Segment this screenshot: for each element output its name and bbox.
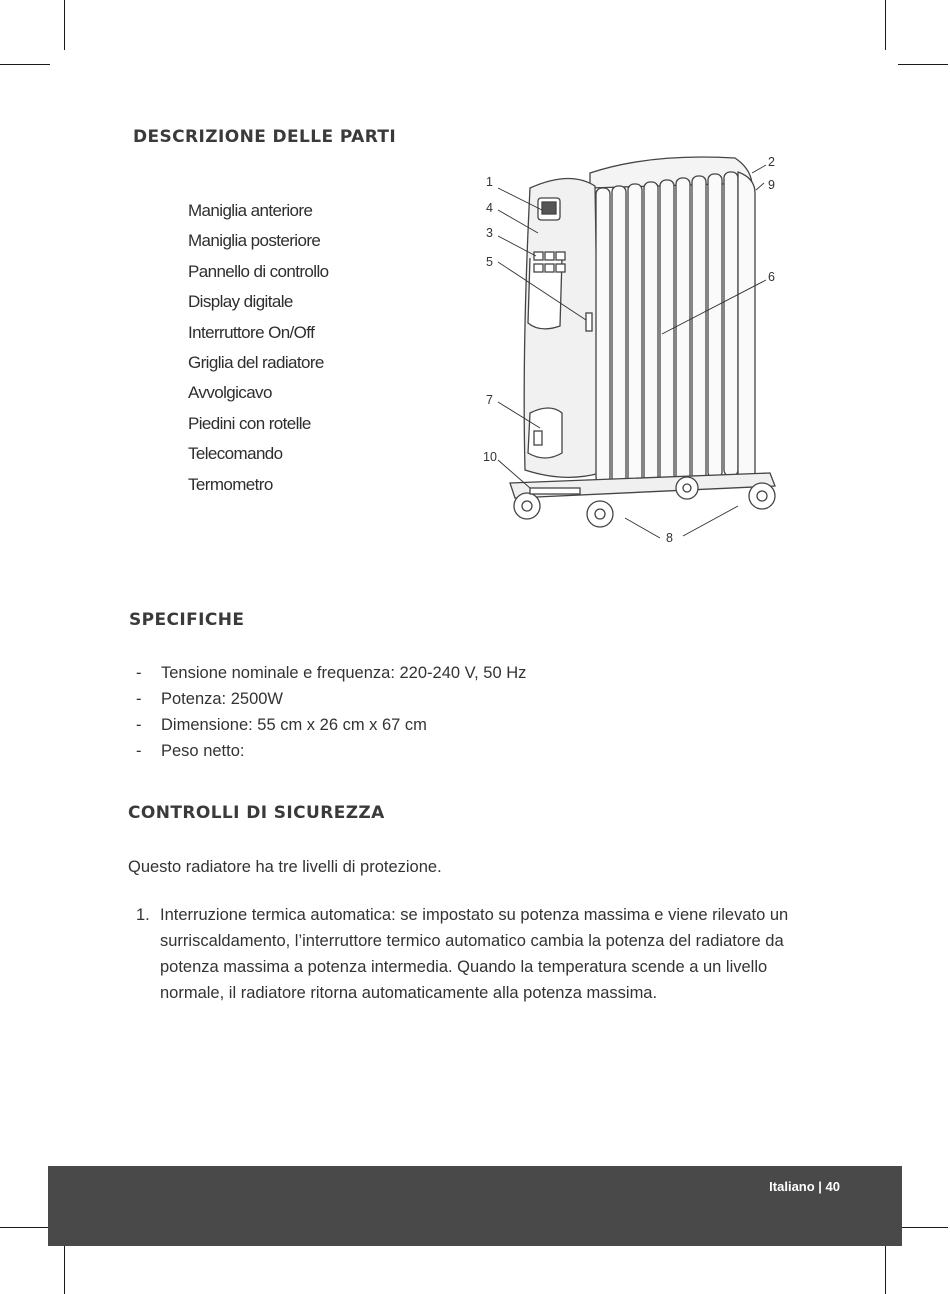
- safety-heading: CONTROLLI DI SICUREZZA: [128, 803, 385, 823]
- crop-mark: [898, 1227, 948, 1228]
- radiator-illustration: [510, 157, 775, 527]
- part-item: Pannello di controllo: [188, 261, 329, 281]
- diagram-label: 6: [768, 270, 775, 284]
- spec-item: - Tensione nominale e frequenza: 220-240 V, 50 Hz: [136, 664, 527, 682]
- diagram-label: 4: [486, 201, 493, 215]
- parts-list: [188, 199, 329, 503]
- safety-intro: Questo radiatore ha tre livelli di protezione.: [128, 858, 442, 876]
- specs-list: [136, 660, 526, 764]
- crop-mark: [0, 64, 50, 65]
- diagram-label: 3: [486, 226, 493, 240]
- crop-mark: [64, 0, 65, 50]
- safety-item: [136, 902, 826, 1006]
- page-number: Italiano | 40: [769, 1179, 840, 1194]
- part-item: Maniglia posteriore: [188, 231, 321, 251]
- radiator-diagram: [470, 148, 790, 558]
- part-item: Maniglia anteriore: [188, 201, 313, 220]
- safety-item-number: 1.: [136, 906, 150, 924]
- parts-heading: DESCRIZIONE DELLE PARTI: [133, 127, 397, 147]
- page-footer: [48, 1166, 902, 1246]
- diagram-label: 9: [768, 178, 775, 192]
- spec-item: - Peso netto:: [136, 742, 245, 760]
- part-item: Interruttore On/Off: [188, 322, 315, 342]
- diagram-label: 10: [483, 450, 497, 464]
- diagram-label: 2: [768, 155, 775, 169]
- crop-mark: [898, 64, 948, 65]
- spec-item: - Potenza: 2500W: [136, 690, 283, 708]
- spec-text: Dimensione: 55 cm x 26 cm x 67 cm: [161, 716, 427, 734]
- part-item: Termometro: [188, 474, 273, 494]
- crop-mark: [885, 0, 886, 50]
- safety-item-text: Interruzione termica automatica: se impostato su potenza massima e viene rilevato un surriscaldamento, l’interruttore termico automatico cambia la potenza del radiatore da potenza massima a potenza intermedia. Quando la temperatura scende a un livello normale, il radiatore ritorna automaticamente alla potenza massima.: [160, 906, 789, 1002]
- part-item: Griglia del radiatore: [188, 352, 324, 372]
- spec-text: Potenza: 2500W: [161, 690, 283, 708]
- crop-mark: [885, 1244, 886, 1294]
- diagram-label: 7: [486, 393, 493, 407]
- spec-text: Peso netto:: [161, 742, 245, 760]
- diagram-label: 1: [486, 175, 493, 189]
- crop-mark: [0, 1227, 50, 1228]
- part-item: Avvolgicavo: [188, 383, 272, 403]
- part-item: Telecomando: [188, 444, 283, 464]
- safety-list: [136, 902, 826, 1006]
- spec-item: - Dimensione: 55 cm x 26 cm x 67 cm: [136, 716, 427, 734]
- diagram-label: 5: [486, 255, 493, 269]
- spec-text: Tensione nominale e frequenza: 220-240 V, 50 Hz: [161, 664, 527, 682]
- diagram-label: 8: [666, 531, 673, 545]
- specs-heading: SPECIFICHE: [129, 610, 245, 630]
- part-item: Display digitale: [188, 292, 293, 312]
- crop-mark: [64, 1244, 65, 1294]
- part-item: Piedini con rotelle: [188, 413, 311, 433]
